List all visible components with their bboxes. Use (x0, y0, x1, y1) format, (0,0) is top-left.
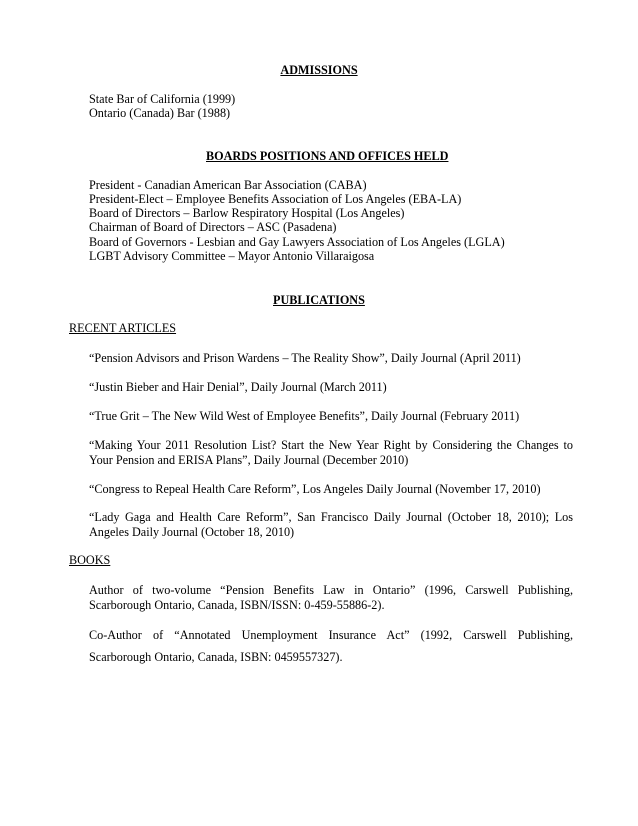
admissions-heading: ADMISSIONS (280, 63, 358, 77)
recent-articles-label: RECENT ARTICLES (69, 321, 177, 335)
article-item: “Congress to Repeal Health Care Reform”, Los Angeles Daily Journal (November 17, 2010) (89, 482, 541, 496)
book-item: Author of two-volume “Pension Benefits Law in Ontario” (1996, Carswell Publishing, Scarborough Ontario, Canada, ISBN/ISSN: 0-459-55886-2). (89, 583, 573, 612)
article-item: “Pension Advisors and Prison Wardens – The Reality Show”, Daily Journal (April 2011) (89, 351, 521, 365)
board-item: LGBT Advisory Committee – Mayor Antonio Villaraigosa (89, 249, 375, 263)
article-item: “Lady Gaga and Health Care Reform”, San Francisco Daily Journal (October 18, 2010); Los Angeles Daily Journal (October 18, 2010) (89, 510, 573, 539)
book-item: Co-Author of “Annotated Unemployment Insurance Act” (1992, Carswell Publishing, Scarborough Ontario, Canada, ISBN: 0459557327). (89, 628, 573, 664)
board-item: Board of Governors - Lesbian and Gay Lawyers Association of Los Angeles (LGLA) (89, 235, 505, 249)
books-label: BOOKS (69, 553, 111, 567)
boards-heading: BOARDS POSITIONS AND OFFICES HELD (206, 149, 449, 163)
article-item: “Justin Bieber and Hair Denial”, Daily Journal (March 2011) (89, 380, 387, 394)
board-item: President - Canadian American Bar Association (CABA) (89, 178, 367, 192)
article-item: “True Grit – The New Wild West of Employee Benefits”, Daily Journal (February 2011) (89, 409, 520, 423)
board-item: Chairman of Board of Directors – ASC (Pasadena) (89, 220, 337, 234)
board-item: Board of Directors – Barlow Respiratory Hospital (Los Angeles) (89, 206, 405, 220)
article-item: “Making Your 2011 Resolution List? Start the New Year Right by Considering the Changes to Your Pension and ERISA Plans”, Daily Journal (December 2010) (89, 438, 573, 467)
admission-item: State Bar of California (1999) (89, 92, 236, 106)
board-item: President-Elect – Employee Benefits Association of Los Angeles (EBA-LA) (89, 192, 462, 206)
admission-item: Ontario (Canada) Bar (1988) (89, 106, 231, 120)
publications-heading: PUBLICATIONS (273, 293, 365, 307)
